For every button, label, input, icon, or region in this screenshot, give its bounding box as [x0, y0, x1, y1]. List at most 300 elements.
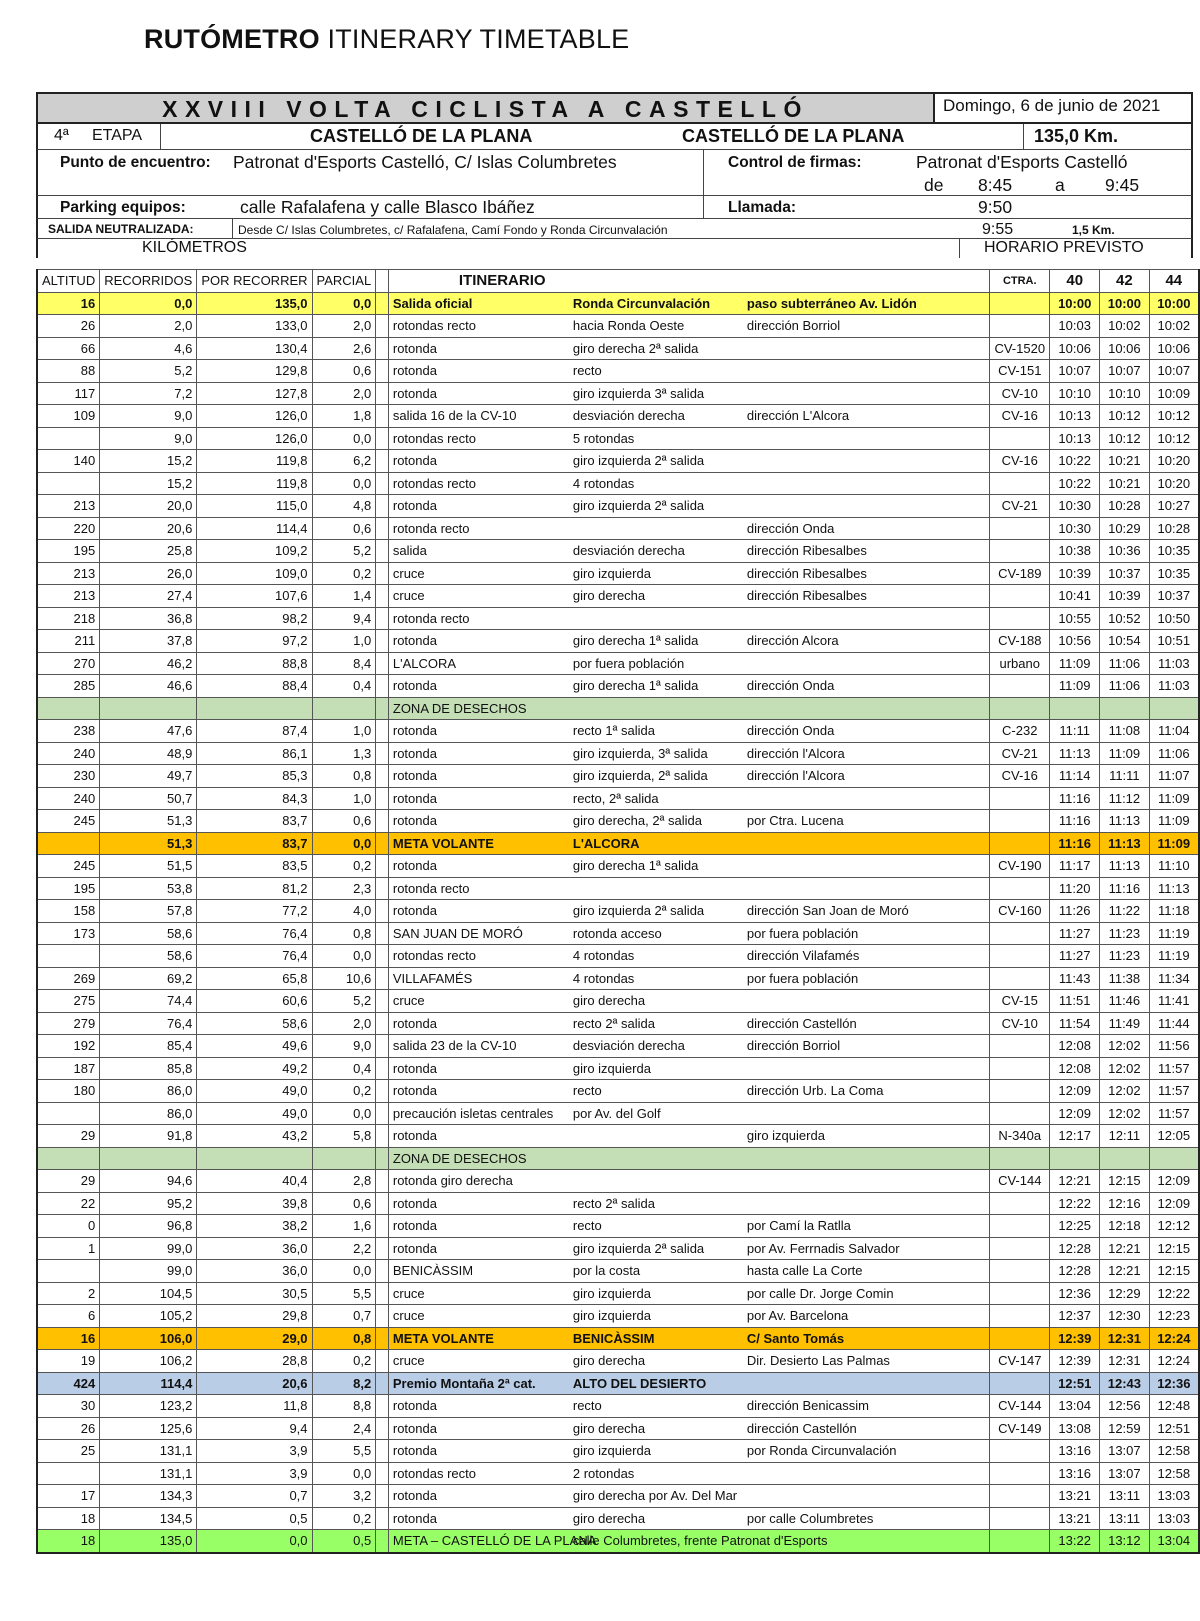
time-40-cell: 12:08 [1050, 1035, 1100, 1058]
road-cell [990, 1440, 1050, 1463]
road-cell: CV-151 [990, 360, 1050, 383]
time-42-cell: 11:09 [1100, 742, 1150, 765]
parking-label: Parking equipos: [60, 199, 186, 216]
road-cell: CV-144 [990, 1395, 1050, 1418]
time-44-cell: 10:50 [1149, 607, 1199, 630]
time-40-cell: 10:56 [1050, 630, 1100, 653]
km-done-cell: 105,2 [100, 1305, 197, 1328]
itinerary-c: giro izquierda [746, 1128, 825, 1144]
time-40-cell: 10:06 [1050, 337, 1100, 360]
altitude-cell: 1 [37, 1237, 100, 1260]
time-44-cell: 10:20 [1149, 450, 1199, 473]
spacer-cell [376, 765, 389, 788]
parking-row [36, 196, 1193, 219]
itinerary-cell [388, 540, 989, 563]
itinerary-c [747, 1173, 977, 1188]
km-partial-cell: 0,0 [312, 1260, 376, 1283]
km-partial-cell: 2,4 [312, 1417, 376, 1440]
time-42-cell: 11:06 [1100, 652, 1150, 675]
km-left-cell: 84,3 [197, 787, 312, 810]
itinerary-b: giro derecha 2ª salida [572, 340, 699, 356]
table-row [37, 1507, 1199, 1530]
signing-place: Patronat d'Esports Castelló [916, 152, 1128, 172]
itinerary-cell [388, 855, 989, 878]
itinerary-c [747, 386, 977, 401]
road-cell: CV-16 [990, 405, 1050, 428]
signing-to-word: a [1055, 175, 1065, 195]
km-partial-cell: 0,4 [312, 675, 376, 698]
time-44-cell: 11:10 [1149, 855, 1199, 878]
road-cell: CV-16 [990, 450, 1050, 473]
itinerary-b: desviación derecha [572, 543, 685, 559]
spacer-cell [376, 945, 389, 968]
km-done-cell: 47,6 [100, 720, 197, 743]
itinerary-b: giro izquierda 2ª salida [572, 498, 705, 514]
km-left-cell: 88,8 [197, 652, 312, 675]
itinerary-a: rotonda [392, 813, 437, 829]
itinerary-b: giro izquierda [572, 565, 651, 581]
km-done-cell: 99,0 [100, 1260, 197, 1283]
spacer-cell [376, 1305, 389, 1328]
table-row [37, 1260, 1199, 1283]
km-partial-cell: 0,0 [312, 472, 376, 495]
itinerary-b [573, 881, 747, 896]
km-left-cell: 9,4 [197, 1417, 312, 1440]
stage-start: CASTELLÓ DE LA PLANA [310, 126, 533, 146]
spacer-cell [376, 495, 389, 518]
km-done-cell: 5,2 [100, 360, 197, 383]
time-40-cell: 12:21 [1050, 1170, 1100, 1193]
km-left-cell: 119,8 [197, 472, 312, 495]
km-left-cell: 49,2 [197, 1057, 312, 1080]
road-cell [990, 1147, 1050, 1170]
itinerary-a: rotonda [392, 1015, 437, 1031]
time-44-cell: 12:51 [1149, 1417, 1199, 1440]
itinerary-cell [388, 292, 989, 315]
km-done-cell: 53,8 [100, 877, 197, 900]
itinerary-a: rotondas recto [392, 1465, 476, 1481]
km-partial-cell: 0,2 [312, 562, 376, 585]
km-left-cell: 114,4 [197, 517, 312, 540]
altitude-cell: 29 [37, 1125, 100, 1148]
neutral-label: SALIDA NEUTRALIZADA: [48, 222, 194, 236]
table-row [37, 585, 1199, 608]
km-left-cell: 83,7 [197, 832, 312, 855]
km-left-cell: 11,8 [197, 1395, 312, 1418]
altitude-cell: 30 [37, 1395, 100, 1418]
itinerary-b: recto [572, 1083, 602, 1099]
spacer-cell [376, 810, 389, 833]
itinerary-a: rotonda [392, 1218, 437, 1234]
time-42-cell: 12:29 [1100, 1282, 1150, 1305]
time-40-cell: 12:39 [1050, 1327, 1100, 1350]
spacer-cell [376, 1147, 389, 1170]
time-44-cell: 11:13 [1149, 877, 1199, 900]
itinerary-c: paso subterráneo Av. Lidón [746, 295, 917, 311]
itinerary-a: cruce [392, 1285, 425, 1301]
table-row [37, 787, 1199, 810]
spacer-cell [376, 360, 389, 383]
km-partial-cell: 3,2 [312, 1485, 376, 1508]
road-cell [990, 832, 1050, 855]
itinerary-b: 4 rotondas [572, 948, 635, 964]
road-cell: C-232 [990, 720, 1050, 743]
road-cell: CV-16 [990, 765, 1050, 788]
altitude-cell: 270 [37, 652, 100, 675]
itinerary-b [573, 1128, 747, 1143]
km-left-cell: 87,4 [197, 720, 312, 743]
time-40-cell: 11:16 [1050, 832, 1100, 855]
time-42-cell: 10:54 [1100, 630, 1150, 653]
km-partial-cell: 0,8 [312, 765, 376, 788]
itinerary-a: rotonda [392, 1083, 437, 1099]
time-40-cell: 11:16 [1050, 810, 1100, 833]
km-partial-cell: 0,0 [312, 427, 376, 450]
km-done-cell: 74,4 [100, 990, 197, 1013]
road-cell [990, 292, 1050, 315]
signing-to: 9:45 [1105, 175, 1140, 195]
spacer-cell [376, 607, 389, 630]
time-40-cell: 10:38 [1050, 540, 1100, 563]
itinerary-a: salida [392, 543, 427, 559]
time-44-cell: 10:35 [1149, 540, 1199, 563]
time-42-cell: 10:39 [1100, 585, 1150, 608]
itinerary-b: recto, 2ª salida [572, 790, 659, 806]
altitude-cell: 29 [37, 1170, 100, 1193]
itinerary-cell [388, 630, 989, 653]
time-40-cell: 12:39 [1050, 1350, 1100, 1373]
itinerary-a: rotonda [392, 340, 437, 356]
table-row [37, 1170, 1199, 1193]
altitude-cell [37, 427, 100, 450]
time-42-cell: 10:12 [1100, 405, 1150, 428]
time-42-cell: 12:02 [1100, 1080, 1150, 1103]
km-done-cell: 91,8 [100, 1125, 197, 1148]
table-row [37, 382, 1199, 405]
itinerary-a: precaución isletas centrales [392, 1105, 554, 1121]
km-partial-cell: 0,2 [312, 855, 376, 878]
time-40-cell: 12:17 [1050, 1125, 1100, 1148]
itinerary-a: rotonda [392, 1443, 437, 1459]
spacer-cell [376, 585, 389, 608]
km-done-cell: 96,8 [100, 1215, 197, 1238]
altitude-cell: 279 [37, 1012, 100, 1035]
altitude-cell: 424 [37, 1372, 100, 1395]
itinerary-b: calle Columbretes, frente Patronat d'Esports [572, 1533, 828, 1549]
table-row [37, 607, 1199, 630]
altitude-cell: 26 [37, 1417, 100, 1440]
time-44-cell: 12:24 [1149, 1350, 1199, 1373]
km-left-cell: 58,6 [197, 1012, 312, 1035]
time-40-cell: 11:17 [1050, 855, 1100, 878]
itinerary-b: desviación derecha [572, 1038, 685, 1054]
table-row [37, 405, 1199, 428]
itinerary-c [747, 1106, 977, 1121]
time-44-cell: 10:06 [1149, 337, 1199, 360]
itinerary-b: 5 rotondas [572, 430, 635, 446]
km-done-cell: 134,3 [100, 1485, 197, 1508]
km-partial-cell: 5,5 [312, 1440, 376, 1463]
itinerary-b: L'ALCORA [572, 835, 640, 851]
itinerary-b: giro derecha, 2ª salida [572, 813, 702, 829]
table-row [37, 810, 1199, 833]
itinerary-b: giro izquierda [572, 1285, 651, 1301]
table-row [37, 1327, 1199, 1350]
itinerary-a: cruce [392, 588, 425, 604]
itinerary-a: ZONA DE DESECHOS [392, 700, 527, 716]
itinerary-a: META – CASTELLÓ DE LA PLANA [392, 1533, 597, 1549]
column-header-row [37, 270, 1199, 293]
time-42-cell: 12:18 [1100, 1215, 1150, 1238]
altitude-cell: 26 [37, 315, 100, 338]
km-done-cell: 69,2 [100, 967, 197, 990]
altitude-cell: 88 [37, 360, 100, 383]
km-partial-cell: 0,6 [312, 1192, 376, 1215]
spacer-cell [376, 720, 389, 743]
road-cell [990, 675, 1050, 698]
itinerary-b: por Av. del Golf [572, 1105, 661, 1121]
km-partial-cell: 0,2 [312, 1350, 376, 1373]
itinerary-b: giro derecha [572, 1510, 646, 1526]
spacer-cell [376, 292, 389, 315]
itinerary-c [747, 453, 977, 468]
table-row [37, 1192, 1199, 1215]
altitude-cell: 211 [37, 630, 100, 653]
itinerary-c: dirección Castellón [746, 1015, 857, 1031]
itinerary-cell [388, 1102, 989, 1125]
kilometros-header: KILÓMETROS [142, 239, 247, 256]
km-done-cell: 9,0 [100, 427, 197, 450]
road-cell [990, 810, 1050, 833]
time-44-cell [1149, 697, 1199, 720]
km-left-cell: 88,4 [197, 675, 312, 698]
itinerary-b: desviación derecha [572, 408, 685, 424]
neutral-value: Desde C/ Islas Columbretes, c/ Rafalafena, Camí Fondo y Ronda Circunvalación [238, 223, 668, 237]
spacer-cell [376, 1057, 389, 1080]
itinerary-cell [388, 810, 989, 833]
itinerary-b: 2 rotondas [572, 1465, 635, 1481]
road-cell: CV-189 [990, 562, 1050, 585]
road-cell [990, 1260, 1050, 1283]
time-42-cell: 11:12 [1100, 787, 1150, 810]
table-row [37, 450, 1199, 473]
itinerary-a: rotonda giro derecha [392, 1173, 513, 1189]
altitude-cell: 117 [37, 382, 100, 405]
km-left-cell: 3,9 [197, 1440, 312, 1463]
km-left-cell: 20,6 [197, 1372, 312, 1395]
table-row [37, 1350, 1199, 1373]
time-40-cell: 10:30 [1050, 495, 1100, 518]
itinerary-cell [388, 585, 989, 608]
altitude-cell: 240 [37, 787, 100, 810]
itinerary-cell [388, 1080, 989, 1103]
itinerary-b: giro izquierda [572, 1060, 651, 1076]
altitude-cell: 240 [37, 742, 100, 765]
road-cell [990, 1462, 1050, 1485]
road-cell: CV-160 [990, 900, 1050, 923]
spacer-cell [376, 1395, 389, 1418]
itinerary-b: giro izquierda, 2ª salida [572, 768, 708, 784]
km-partial-cell: 0,8 [312, 1327, 376, 1350]
km-done-cell: 51,3 [100, 810, 197, 833]
km-done-cell: 51,3 [100, 832, 197, 855]
km-done-cell: 46,2 [100, 652, 197, 675]
km-done-cell: 15,2 [100, 472, 197, 495]
itinerary-cell [388, 1417, 989, 1440]
km-left-cell: 0,5 [197, 1507, 312, 1530]
itinerary-a: salida 16 de la CV-10 [392, 408, 517, 424]
spacer-cell [376, 405, 389, 428]
itinerary-a: rotondas recto [392, 948, 476, 964]
km-done-cell: 20,6 [100, 517, 197, 540]
table-row [37, 652, 1199, 675]
spacer-cell [376, 652, 389, 675]
time-42-cell: 12:11 [1100, 1125, 1150, 1148]
road-cell: CV-1520 [990, 337, 1050, 360]
table-row [37, 495, 1199, 518]
km-done-cell: 15,2 [100, 450, 197, 473]
itinerary-cell [388, 1372, 989, 1395]
road-cell [990, 517, 1050, 540]
time-40-cell: 11:43 [1050, 967, 1100, 990]
km-left-cell: 3,9 [197, 1462, 312, 1485]
km-done-cell [100, 1147, 197, 1170]
itinerary-b: rotonda acceso [572, 925, 662, 941]
itinerary-c [747, 1533, 977, 1548]
time-40-cell: 13:21 [1050, 1507, 1100, 1530]
itinerary-c: por fuera población [746, 970, 859, 986]
table-row [37, 697, 1199, 720]
km-left-cell: 127,8 [197, 382, 312, 405]
time-44-cell: 11:09 [1149, 832, 1199, 855]
time-42-cell: 10:02 [1100, 315, 1150, 338]
itinerary-a: rotonda [392, 1195, 437, 1211]
itinerary-cell [388, 1170, 989, 1193]
km-left-cell: 97,2 [197, 630, 312, 653]
itinerary-b [573, 521, 747, 536]
km-done-cell: 134,5 [100, 1507, 197, 1530]
itinerary-cell [388, 1350, 989, 1373]
road-cell: CV-147 [990, 1350, 1050, 1373]
itinerary-c [747, 363, 977, 378]
km-left-cell: 0,7 [197, 1485, 312, 1508]
spacer-cell [376, 472, 389, 495]
itinerary-c: dirección Ribesalbes [746, 588, 867, 604]
time-44-cell: 12:24 [1149, 1327, 1199, 1350]
spacer-cell [376, 1170, 389, 1193]
itinerary-b: giro izquierda 2ª salida [572, 903, 705, 919]
time-40-cell: 11:51 [1050, 990, 1100, 1013]
itinerary-c [747, 431, 977, 446]
km-left-cell: 40,4 [197, 1170, 312, 1193]
altitude-cell: 213 [37, 585, 100, 608]
altitude-cell: 17 [37, 1485, 100, 1508]
itinerary-c: dirección Borriol [746, 1038, 841, 1054]
km-done-cell: 4,6 [100, 337, 197, 360]
neutral-row [36, 219, 1193, 239]
altitude-cell: 22 [37, 1192, 100, 1215]
time-40-cell: 12:22 [1050, 1192, 1100, 1215]
itinerary-b [573, 1173, 747, 1188]
road-cell [990, 540, 1050, 563]
meeting-row [36, 150, 1193, 196]
km-partial-cell: 0,2 [312, 1080, 376, 1103]
itinerary-cell [388, 1012, 989, 1035]
itinerary-cell [388, 900, 989, 923]
altitud-header: ALTITUD [37, 270, 100, 293]
km-left-cell: 126,0 [197, 427, 312, 450]
km-partial-cell: 0,0 [312, 1102, 376, 1125]
itinerary-c: Dir. Desierto Las Palmas [746, 1353, 890, 1369]
km-partial-cell: 2,2 [312, 1237, 376, 1260]
itinerary-a: VILLAFAMÉS [392, 970, 473, 986]
km-partial-cell: 4,8 [312, 495, 376, 518]
time-44-cell: 11:03 [1149, 675, 1199, 698]
itinerary-a: rotondas recto [392, 430, 476, 446]
time-40-cell: 13:22 [1050, 1530, 1100, 1553]
spacer-cell [376, 1080, 389, 1103]
spacer-cell [376, 1035, 389, 1058]
itinerary-c: dirección l'Alcora [746, 768, 845, 784]
itinerary-cell [388, 1485, 989, 1508]
itinerary-c: dirección San Joan de Moró [746, 903, 909, 919]
altitude-cell: 18 [37, 1530, 100, 1553]
itinerary-a: rotonda recto [392, 610, 470, 626]
speed-40-header: 40 [1050, 270, 1100, 293]
itinerary-a: cruce [392, 993, 425, 1009]
km-partial-cell: 4,0 [312, 900, 376, 923]
spacer-cell [376, 1282, 389, 1305]
km-left-cell: 30,5 [197, 1282, 312, 1305]
altitude-cell [37, 472, 100, 495]
itinerary-b: giro derecha 1ª salida [572, 633, 699, 649]
itinerary-c [747, 881, 977, 896]
km-done-cell: 49,7 [100, 765, 197, 788]
time-44-cell: 12:05 [1149, 1125, 1199, 1148]
road-cell [990, 472, 1050, 495]
km-partial-cell: 6,2 [312, 450, 376, 473]
itinerary-b: por la costa [572, 1263, 641, 1279]
parking-value: calle Rafalafena y calle Blasco Ibáñez [240, 197, 535, 217]
itinerary-a: rotonda [392, 1240, 437, 1256]
time-44-cell: 12:09 [1149, 1192, 1199, 1215]
km-left-cell: 36,0 [197, 1260, 312, 1283]
spacer-cell [376, 1507, 389, 1530]
km-done-cell: 36,8 [100, 607, 197, 630]
time-42-cell: 10:10 [1100, 382, 1150, 405]
time-40-cell: 10:41 [1050, 585, 1100, 608]
itinerary-b: hacia Ronda Oeste [572, 318, 685, 334]
spacer-cell [376, 697, 389, 720]
spacer-cell [376, 832, 389, 855]
time-44-cell: 12:15 [1149, 1260, 1199, 1283]
itinerary-a: Salida oficial [392, 295, 473, 311]
km-left-cell: 29,0 [197, 1327, 312, 1350]
table-row [37, 1417, 1199, 1440]
time-42-cell: 11:13 [1100, 810, 1150, 833]
road-cell [990, 1080, 1050, 1103]
road-cell [990, 607, 1050, 630]
itinerary-a: rotondas recto [392, 318, 476, 334]
time-40-cell: 11:27 [1050, 922, 1100, 945]
itinerary-a: rotonda [392, 1060, 437, 1076]
km-left-cell: 129,8 [197, 360, 312, 383]
table-row [37, 1147, 1199, 1170]
spacer-cell [376, 540, 389, 563]
spacer-cell [376, 1237, 389, 1260]
itinerary-cell [388, 405, 989, 428]
itinerary-table [36, 269, 1200, 1554]
